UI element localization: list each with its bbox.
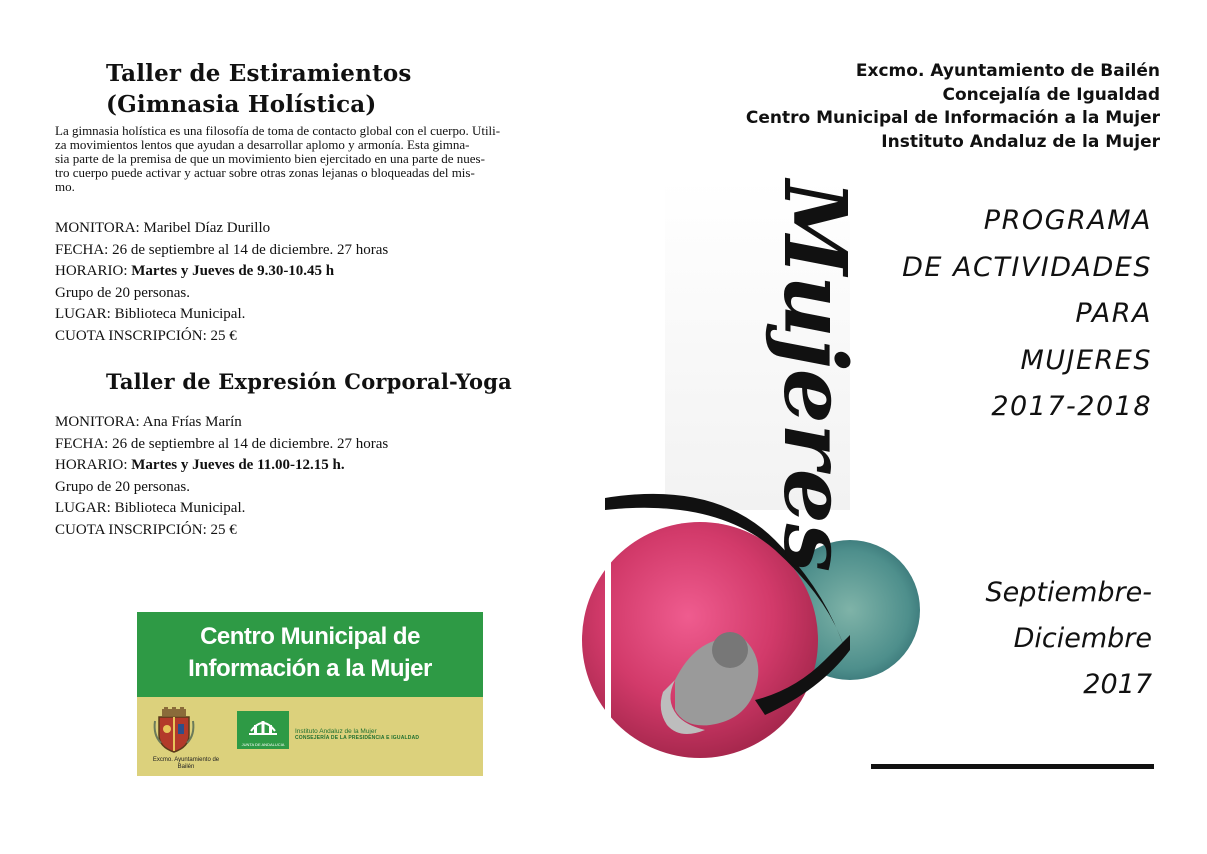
iam-caption <box>295 728 419 742</box>
workshop1-horario <box>55 261 388 283</box>
header-line: Excmo. Ayuntamiento de Bailén <box>855 61 1160 81</box>
description-line: sia parte de la premisa de que un movimiento bien ejercitado en una parte de nues- <box>55 151 485 166</box>
program-line: PROGRAMA <box>983 205 1152 236</box>
ayto-caption <box>143 757 229 771</box>
coat-of-arms-icon <box>153 707 195 753</box>
date-line: Septiembre- <box>985 577 1152 608</box>
iam-caption-line2: CONSEJERÍA DE LA PRESIDENCIA E IGUALDAD <box>295 735 420 741</box>
description-line: za movimientos lentos que ayudan a desarrollar aplomo y armonía. Esta gimna- <box>55 137 470 152</box>
horario-value: Martes y Jueves de 9.30-10.45 h <box>131 263 335 279</box>
junta-emblem-icon <box>237 711 289 741</box>
header-line: Concejalía de Igualdad <box>942 84 1160 105</box>
workshop1-title-line2: (Gimnasia Holística) <box>106 91 377 118</box>
horario-label: HORARIO: <box>55 263 132 279</box>
workshop2-monitor: MONITORA: Ana Frías Marín <box>55 414 242 430</box>
mujeres-artwork <box>605 180 865 770</box>
description-line: mo. <box>55 179 75 194</box>
program-line: PARA <box>1075 298 1152 329</box>
bottom-rule <box>871 764 1154 769</box>
description-line: La gimnasia holística es una filosofía de toma de contacto global con el cuerpo. Utili- <box>55 123 501 138</box>
workshop1-description <box>55 124 547 194</box>
horario-value: Martes y Jueves de 11.00-12.15 h. <box>131 457 345 473</box>
workshop1-fecha: FECHA: 26 de septiembre al 14 de diciembre. 27 horas <box>55 241 389 258</box>
date-line: Diciembre <box>1013 623 1152 654</box>
mujeres-handwritten-word <box>764 177 865 572</box>
workshop1-grupo: Grupo de 20 personas. <box>55 284 190 301</box>
mujeres-word: Mujeres <box>764 180 865 572</box>
workshop2-cuota: CUOTA INSCRIPCIÓN: 25 € <box>55 521 237 538</box>
date-line: 2017 <box>1083 669 1152 700</box>
ayto-caption-line2: Bailén <box>177 764 195 770</box>
ayto-caption-line1: Excmo. Ayuntamiento de <box>152 757 220 763</box>
program-dates <box>986 570 1152 708</box>
logo-tan-band <box>137 697 483 776</box>
cmim-logo <box>137 612 483 776</box>
mujeres-illustration <box>605 180 865 770</box>
program-title <box>902 198 1152 431</box>
program-line: MUJERES <box>1020 344 1152 376</box>
workshop1-monitor: MONITORA: Maribel Díaz Durillo <box>55 220 271 236</box>
program-line: 2017-2018 <box>991 391 1152 422</box>
description-line: tro cuerpo puede activar y actuar sobre otras zonas lejanas o bloqueadas del mis- <box>55 165 475 180</box>
workshop2-grupo: Grupo de 20 personas. <box>55 478 190 495</box>
iam-caption-line1: Instituto Andaluz de la Mujer <box>295 728 377 735</box>
logo-line1: Centro Municipal de <box>200 623 420 650</box>
workshop1-lugar: LUGAR: Biblioteca Municipal. <box>55 306 246 322</box>
workshop2-horario <box>55 455 388 477</box>
header-line: Instituto Andaluz de la Mujer <box>881 131 1160 152</box>
program-line: DE ACTIVIDADES <box>902 251 1152 283</box>
junta-label: JUNTA DE ANDALUCIA <box>241 742 285 747</box>
header-organizations <box>746 60 1160 154</box>
junta-andalucia-logo <box>237 711 289 749</box>
workshop1-info <box>55 218 388 347</box>
workshop2-fecha: FECHA: 26 de septiembre al 14 de diciembre. 27 horas <box>55 435 389 452</box>
workshop1-title <box>106 58 412 120</box>
workshop2-title: Taller de Expresión Corporal-Yoga <box>106 369 512 394</box>
horario-label: HORARIO: <box>55 457 132 473</box>
workshop1-cuota: CUOTA INSCRIPCIÓN: 25 € <box>55 327 237 344</box>
header-line: Centro Municipal de Información a la Mujer <box>745 108 1160 128</box>
logo-green-band <box>137 612 483 697</box>
workshop1-title-line1: Taller de Estiramientos <box>106 60 412 87</box>
workshop2-info <box>55 412 388 541</box>
workshop2-lugar: LUGAR: Biblioteca Municipal. <box>55 500 246 516</box>
logo-line2: Información a la Mujer <box>188 655 432 682</box>
